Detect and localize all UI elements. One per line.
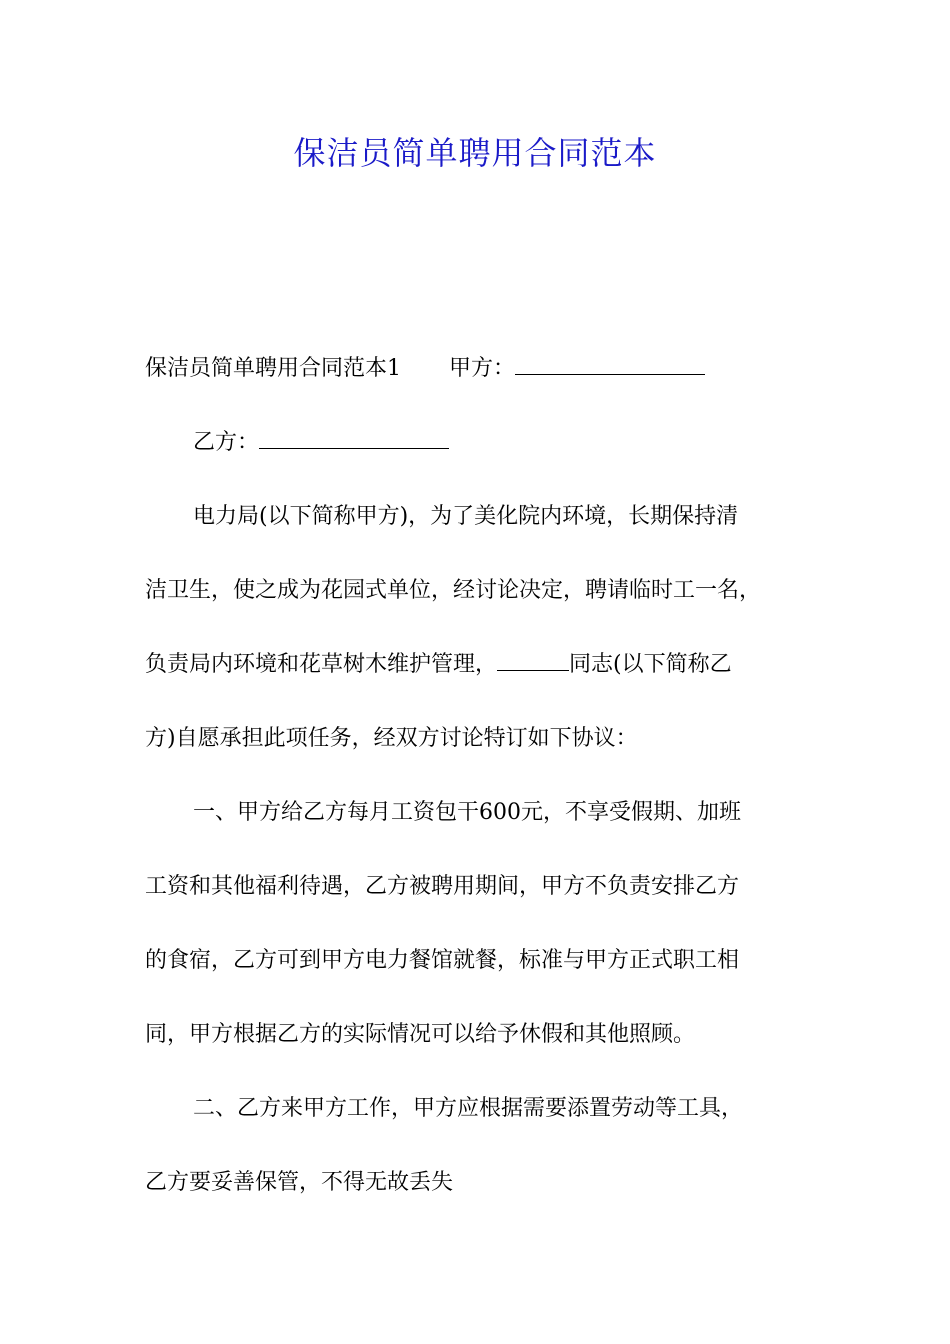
paragraph-2-line-4: 同，甲方根据乙方的实际情况可以给予休假和其他照顾。 — [145, 1022, 696, 1047]
party-a-blank — [515, 356, 705, 375]
paragraph-1-line-3-after: 同志(以下简称乙 — [569, 652, 732, 677]
paragraph-3-line-1: 二、乙方来甲方工作，甲方应根据需要添置劳动等工具， — [193, 1096, 744, 1121]
paragraph-3-line-2: 乙方要妥善保管，不得无故丢失 — [145, 1170, 454, 1195]
party-b-blank — [259, 430, 449, 449]
contract-number-label: 保洁员简单聘用合同范本1 — [145, 356, 401, 381]
comrade-name-blank — [497, 652, 569, 671]
party-b-label: 乙方： — [193, 430, 260, 455]
paragraph-2-line-2: 工资和其他福利待遇，乙方被聘用期间，甲方不负责安排乙方 — [145, 874, 740, 899]
paragraph-1-line-3 — [145, 628, 815, 702]
party-b-line — [145, 406, 815, 480]
party-a-label: 甲方： — [449, 356, 516, 381]
paragraph-1-line-2: 洁卫生，使之成为花园式单位，经讨论决定，聘请临时工一名， — [145, 578, 762, 603]
paragraph-1-line-4: 方)自愿承担此项任务，经双方讨论特订如下协议： — [145, 726, 638, 751]
document-body — [145, 332, 815, 1220]
paragraph-2-line-1: 一、甲方给乙方每月工资包干600元，不享受假期、加班 — [193, 800, 741, 825]
paragraph-1-line-1: 电力局(以下简称甲方)，为了美化院内环境，长期保持清 — [193, 504, 739, 529]
paragraph-2-line-3: 的食宿，乙方可到甲方电力餐馆就餐，标准与甲方正式职工相 — [145, 948, 740, 973]
document-title: 保洁员简单聘用合同范本 — [293, 134, 657, 172]
contract-heading-line — [145, 332, 815, 406]
paragraph-1-line-3-before: 负责局内环境和花草树木维护管理， — [145, 652, 498, 677]
